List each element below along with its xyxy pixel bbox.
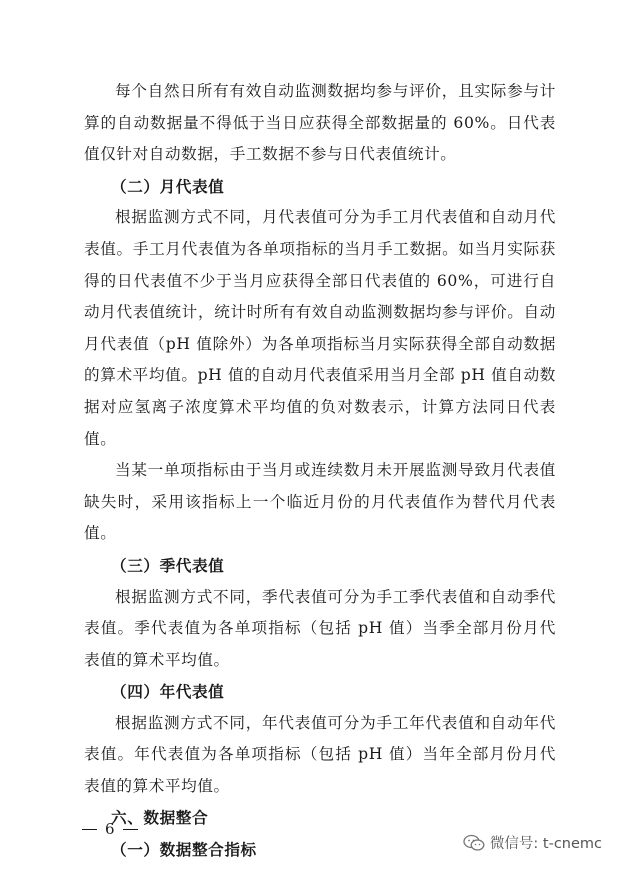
- page-number-footer: [82, 820, 138, 838]
- heading-section-six: 六、数据整合: [111, 808, 209, 827]
- dash-left: [82, 829, 97, 830]
- paragraph-annual-value: 根据监测方式不同，年代表值可分为手工年代表值和自动年代表值。年代表值为各单项指标（包括 pH 值）当年全部月份月代表值的算术平均值。: [84, 713, 556, 796]
- heading-data-integration-indicators: （一）数据整合指标: [111, 840, 257, 860]
- wechat-watermark: [463, 832, 602, 853]
- page-number: 6: [105, 820, 115, 838]
- dash-right: [123, 829, 138, 830]
- heading-quarterly-value: （三）季代表值: [111, 555, 225, 575]
- paragraph-daily-value-rule: 每个自然日所有有效自动监测数据均参与评价，且实际参与计算的自动数据量不得低于当日应获得全部数据量的 60%。日代表值仅针对自动数据，手工数据不参与日代表值统计。: [84, 82, 556, 164]
- heading-annual-value: （四）年代表值: [111, 682, 225, 702]
- paragraph-monthly-value: 根据监测方式不同，月代表值可分为手工月代表值和自动月代表值。手工月代表值为各单项指标的当月手工数据。如当月实际获得的日代表值不少于当月应获得全部日代表值的 60%，可进行自动月代表值统计，统计时所有有效自动监测数据均参与评价。自动月代表值（pH 值除外）为各单项指标当月实际获得全部自动数据的算术平均值。pH 值的自动月代表值采用当月全部 pH 值自动数据对应氢离子浓度算术平均值的负对数表示，计算方法同日代表值。: [84, 208, 556, 448]
- document-body: [84, 76, 556, 866]
- watermark-text: 微信号: t-cnemc: [489, 836, 602, 852]
- paragraph-quarterly-value: 根据监测方式不同，季代表值可分为手工季代表值和自动季代表值。季代表值为各单项指标（包括 pH 值）当季全部月份月代表值的算术平均值。: [84, 587, 556, 669]
- paragraph-monthly-missing: 当某一单项指标由于当月或连续数月未开展监测导致月代表值缺失时，采用该指标上一个临近月份的月代表值作为替代月代表值。: [84, 461, 556, 543]
- wechat-icon: [463, 834, 485, 852]
- heading-monthly-value: （二）月代表值: [111, 176, 225, 196]
